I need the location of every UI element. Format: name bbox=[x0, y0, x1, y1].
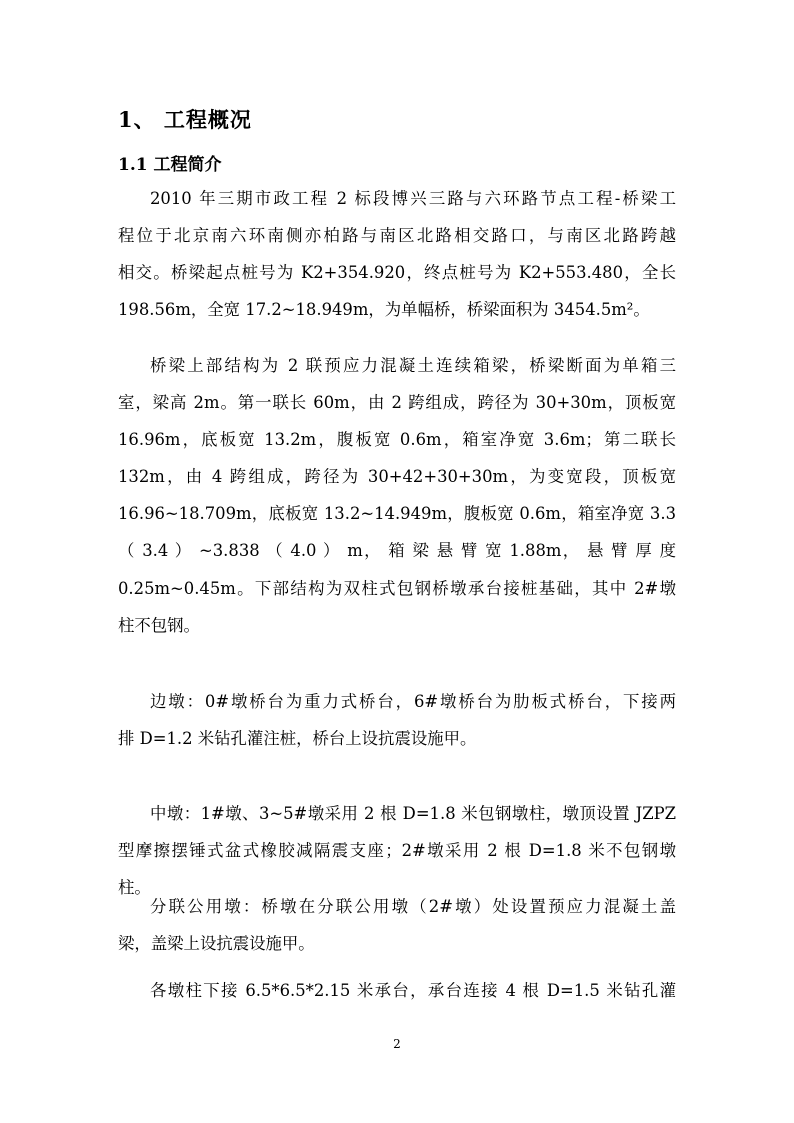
text-line: 2010 年三期市政工程 2 标段博兴三路与六环路节点工程-桥梁工 bbox=[150, 189, 676, 208]
text-line: （ 3.4 ） ~3.838 （ 4.0 ） m， 箱 梁 悬 臂 宽 1.88m， 悬 臂 厚 度 bbox=[118, 541, 676, 561]
text-line: 程位于北京南六环南侧亦柏路与南区北路相交路口，与南区北路跨越 bbox=[118, 226, 676, 246]
text-line: 0.25m~0.45m。下部结构为双柱式包钢桥墩承台接桩基础，其中 2#墩 bbox=[118, 578, 676, 598]
text-line: 各墩柱下接 6.5*6.5*2.15 米承台，承台连接 4 根 D=1.5 米钻孔灌 bbox=[150, 981, 676, 1000]
paragraph-pile-cap bbox=[118, 972, 676, 1009]
text-line: 桥梁上部结构为 2 联预应力混凝土连续箱梁，桥梁断面为单箱三 bbox=[150, 356, 676, 375]
paragraph-project-intro bbox=[118, 180, 676, 328]
text-line: 柱不包钢。 bbox=[118, 615, 200, 635]
text-line: 16.96~18.709m，底板宽 13.2~14.949m，腹板宽 0.6m，箱室净宽 3.3 bbox=[118, 504, 676, 524]
text-line: 梁，盖梁上设抗震设施甲。 bbox=[118, 934, 315, 954]
text-line: 198.56m，全宽 17.2~18.949m，为单幅桥，桥梁面积为 3454.5m²。 bbox=[118, 300, 650, 320]
paragraph-superstructure bbox=[118, 347, 676, 644]
subsection-heading: 1.1 工程简介 bbox=[118, 155, 222, 175]
text-line: 边墩：0#墩桥台为重力式桥台，6#墩桥台为肋板式桥台，下接两 bbox=[150, 692, 676, 711]
text-line: 型摩擦摆锤式盆式橡胶减隔震支座；2#墩采用 2 根 D=1.8 米不包钢墩 bbox=[118, 841, 676, 861]
page-number: 2 bbox=[393, 1037, 401, 1051]
section-heading: 1、 工程概况 bbox=[118, 107, 252, 132]
text-line: 排 D=1.2 米钻孔灌注桩，桥台上设抗震设施甲。 bbox=[118, 729, 477, 749]
text-line: 相交。桥梁起点桩号为 K2+354.920，终点桩号为 K2+553.480，全长 bbox=[118, 263, 676, 283]
text-line: 16.96m，底板宽 13.2m，腹板宽 0.6m，箱室净宽 3.6m；第二联长 bbox=[118, 430, 676, 450]
text-line: 中墩：1#墩、3~5#墩采用 2 根 D=1.8 米包钢墩柱，墩顶设置 JZPZ bbox=[150, 804, 676, 823]
text-line: 132m，由 4 跨组成，跨径为 30+42+30+30m，为变宽段，顶板宽 bbox=[118, 467, 676, 487]
text-line: 室，梁高 2m。第一联长 60m，由 2 跨组成，跨径为 30+30m，顶板宽 bbox=[118, 393, 676, 413]
paragraph-shared-pier bbox=[118, 888, 676, 962]
text-line: 分联公用墩：桥墩在分联公用墩（2#墩）处设置预应力混凝土盖 bbox=[150, 897, 676, 916]
paragraph-side-pier bbox=[118, 683, 676, 757]
text-line: 柱。 bbox=[118, 878, 151, 898]
